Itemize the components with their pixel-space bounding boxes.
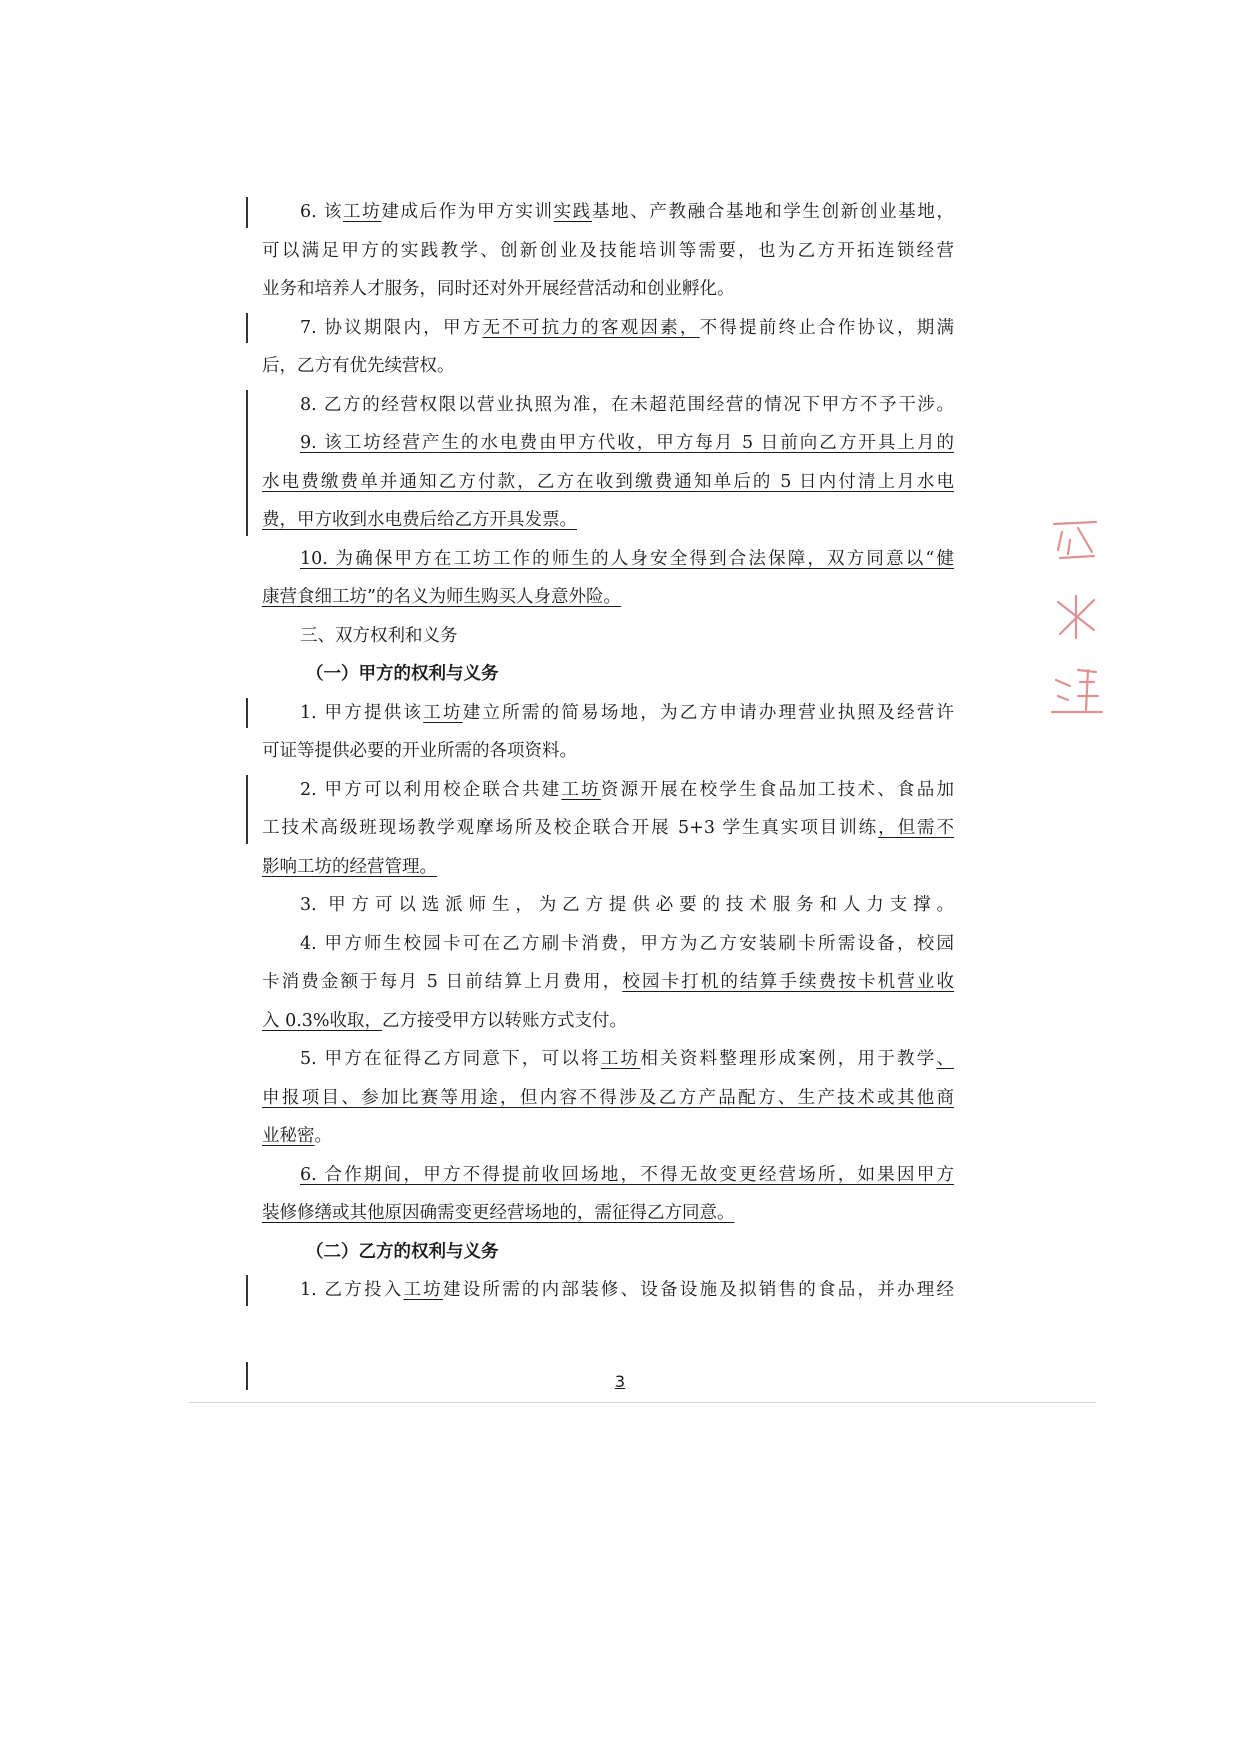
text-run: 可证等提供必要的开业所需的各项资料。 (262, 741, 577, 761)
text-run: 业务和培养人才服务，同时还对外开展经营活动和创业孵化。 (262, 279, 735, 299)
underlined-text: 、 (936, 1049, 954, 1069)
text-line (262, 1194, 954, 1233)
text-run: 。 (314, 1126, 332, 1146)
revision-mark (246, 775, 248, 844)
red-seal-stamp (1048, 510, 1106, 720)
text-run: 后，乙方有优先续营权。 (262, 356, 455, 376)
page-number: 3 (614, 1372, 626, 1391)
underlined-text: 装修修缮或其他原因确需变更经营场地的，需征得乙方同意。 (262, 1203, 735, 1223)
text-run: 可以满足甲方的实践教学、创新创业及技能培训等需要，也为乙方开拓连锁经营 (262, 240, 954, 261)
text-run: 3. 甲方可以选派师生，为乙方提供必要的技术服务和人力支撑。 (300, 895, 954, 915)
text-line (262, 1233, 954, 1272)
text-line (262, 963, 954, 1002)
underlined-text: 10. 为确保甲方在工坊工作的师生的人身安全得到合法保障，双方同意以“健 (300, 548, 954, 569)
text-run: 4. 甲方师生校园卡可在乙方刷卡消费，甲方为乙方安装刷卡所需设备，校园 (300, 933, 954, 954)
text-line (262, 694, 954, 733)
text-line (262, 732, 954, 771)
text-line (262, 771, 954, 810)
underlined-text: 9. 该工坊经营产生的水电费由甲方代收，甲方每月 5 日前向乙方开具上月的 (300, 433, 954, 453)
revision-mark (246, 698, 248, 729)
text-run: 1. 乙方投入 (300, 1280, 404, 1300)
text-run: 不得提前终止合作协议，期满 (699, 317, 954, 338)
underlined-text: ，但需不 (878, 818, 954, 838)
text-run: 8. 乙方的经营权限以营业执照为准，在未超范围经营的情况下甲方不予干涉。 (300, 394, 954, 415)
text-line (262, 270, 954, 309)
text-line (262, 347, 954, 386)
underlined-text: 6. 合作期间，甲方不得提前收回场地，不得无故变更经营场所，如果因甲方 (300, 1164, 954, 1185)
text-line (262, 424, 954, 463)
text-line (262, 809, 954, 848)
text-line (262, 386, 954, 425)
text-line (262, 540, 954, 579)
underlined-text: 业秘密 (262, 1126, 315, 1146)
text-line (262, 309, 954, 348)
underlined-text: 工坊 (600, 1049, 641, 1069)
page-divider (188, 1402, 1096, 1403)
underlined-text: 无不可抗力的客观因素， (482, 317, 700, 338)
underlined-text: 校园卡打机的结算手续费按卡机营业收 (622, 972, 954, 992)
text-run: 7. 协议期限内，甲方 (300, 317, 483, 338)
text-line (262, 193, 954, 232)
text-run: 乙方接受甲方以转账方式支付。 (382, 1010, 628, 1031)
text-run: 1. 甲方提供该 (300, 702, 424, 723)
text-run: 2. 甲方可以利用校企联合共建 (300, 779, 562, 800)
underlined-text: 影响工坊的经营管理。 (262, 856, 437, 877)
text-run: 三、双方权利和义务 (300, 625, 458, 646)
text-run: 5. 甲方在征得乙方同意下，可以将 (300, 1049, 601, 1069)
text-line (262, 1040, 954, 1079)
underlined-text: 工坊 (403, 1280, 443, 1300)
text-run: （二）乙方的权利与义务 (306, 1241, 499, 1262)
underlined-text: 水电费缴费单并通知乙方付款，乙方在收到缴费通知单后的 5 日内付清上月水电 (262, 471, 954, 492)
text-run: 建立所需的简易场地，为乙方申请办理营业执照及经营许 (462, 702, 954, 723)
text-line (262, 617, 954, 656)
revision-mark (246, 390, 248, 536)
text-run: 相关资料整理形成案例，用于教学 (640, 1049, 937, 1069)
text-line (262, 1271, 954, 1310)
text-run: 6. 该 (300, 202, 344, 222)
text-line (262, 925, 954, 964)
text-line (262, 501, 954, 540)
agreement-text (262, 193, 954, 1310)
text-line (262, 848, 954, 887)
text-line (262, 1079, 954, 1118)
underlined-text: 工坊 (343, 202, 382, 222)
text-line (262, 463, 954, 502)
text-line (262, 655, 954, 694)
text-run: 基地、产教融合基地和学生创新创业基地， (591, 202, 954, 222)
text-run: 建设所需的内部装修、设备设施及拟销售的食品，并办理经 (442, 1280, 954, 1300)
underlined-text: 工坊 (561, 779, 601, 800)
revision-mark (246, 197, 248, 228)
text-line (262, 1117, 954, 1156)
text-line (262, 578, 954, 617)
text-line (262, 1002, 954, 1041)
underlined-text: 费，甲方收到水电费后给乙方开具发票。 (262, 510, 577, 530)
underlined-text: 实践 (553, 202, 592, 222)
text-run: （一）甲方的权利与义务 (306, 664, 499, 684)
text-line (262, 232, 954, 271)
revision-mark (246, 1275, 248, 1306)
text-run: 卡消费金额于每月 5 日前结算上月费用， (262, 972, 623, 992)
text-line (262, 886, 954, 925)
underlined-text: 入 0.3%收取， (262, 1010, 383, 1031)
text-run: 资源开展在校学生食品加工技术、食品加 (600, 779, 954, 800)
revision-mark (246, 313, 248, 344)
underlined-text: 申报项目、参加比赛等用途，但内容不得涉及乙方产品配方、生产技术或其他商 (262, 1087, 954, 1108)
text-line (262, 1156, 954, 1195)
underlined-text: 工坊 (423, 702, 463, 723)
text-run: 工技术高级班现场教学观摩场所及校企联合开展 5+3 学生真实项目训练 (262, 818, 879, 838)
underlined-text: 康营食细工坊”的名义为师生购买人身意外险。 (262, 587, 621, 607)
text-run: 建成后作为甲方实训 (381, 202, 554, 222)
